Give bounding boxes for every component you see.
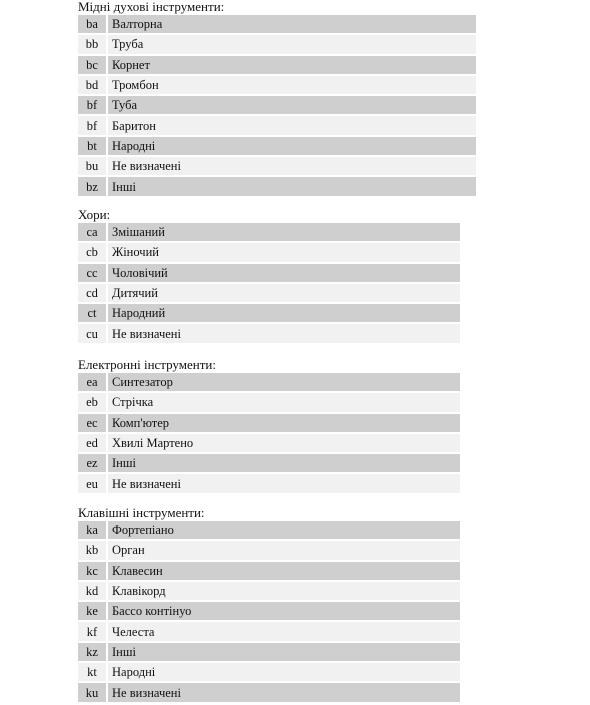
label-cell: Валторна [108, 15, 476, 33]
code-cell: kt [78, 663, 108, 681]
label-cell: Клавікорд [108, 582, 460, 600]
code-cell: ka [78, 521, 108, 539]
section-title: Електронні інструменти: [78, 357, 216, 372]
code-table-body [78, 15, 476, 196]
label-cell: Стрічка [108, 393, 460, 411]
table-row [78, 284, 460, 302]
code-cell: cb [78, 243, 108, 261]
table-row [78, 157, 476, 175]
code-cell: ke [78, 602, 108, 620]
label-cell: Інші [108, 454, 460, 472]
table-row [78, 521, 460, 539]
table-row [78, 15, 476, 33]
label-cell: Не визначені [108, 157, 476, 175]
table-row [78, 434, 460, 452]
table-row [78, 56, 476, 74]
code-cell: bf [78, 96, 108, 114]
table-row [78, 116, 476, 134]
code-cell: ku [78, 683, 108, 701]
code-cell: kc [78, 562, 108, 580]
code-table [78, 371, 460, 495]
code-cell: ez [78, 454, 108, 472]
label-cell: Труба [108, 35, 476, 53]
label-cell: Дитячий [108, 284, 460, 302]
label-cell: Челеста [108, 622, 460, 640]
code-cell: bt [78, 137, 108, 155]
code-cell: bz [78, 177, 108, 195]
label-cell: Народні [108, 137, 476, 155]
code-table [78, 519, 460, 704]
label-cell: Народний [108, 304, 460, 322]
table-row [78, 373, 460, 391]
code-cell: ea [78, 373, 108, 391]
section-title: Мідні духові інструменти: [78, 0, 225, 14]
table-row [78, 602, 460, 620]
label-cell: Баритон [108, 116, 476, 134]
section-keyboard-instruments [78, 506, 460, 704]
table-row [78, 454, 460, 472]
section-electronic-instruments [78, 358, 460, 495]
table-row [78, 582, 460, 600]
table-row [78, 622, 460, 640]
code-cell: cd [78, 284, 108, 302]
table-row [78, 414, 460, 432]
code-cell: kb [78, 541, 108, 559]
section-title: Клавішні інструменти: [78, 505, 205, 520]
code-table-body [78, 223, 460, 343]
label-cell: Не визначені [108, 683, 460, 701]
table-row [78, 474, 460, 492]
label-cell: Тромбон [108, 76, 476, 94]
code-cell: eb [78, 393, 108, 411]
code-cell: cc [78, 264, 108, 282]
code-cell: bb [78, 35, 108, 53]
section-brass-instruments [78, 0, 476, 198]
label-cell: Змішаний [108, 223, 460, 241]
code-cell: ca [78, 223, 108, 241]
code-cell: bu [78, 157, 108, 175]
code-cell: ec [78, 414, 108, 432]
label-cell: Фортепіано [108, 521, 460, 539]
table-row [78, 96, 476, 114]
label-cell: Клавесин [108, 562, 460, 580]
table-row [78, 393, 460, 411]
label-cell: Комп'ютер [108, 414, 460, 432]
code-cell: kf [78, 622, 108, 640]
table-row [78, 243, 460, 261]
label-cell: Синтезатор [108, 373, 460, 391]
label-cell: Народні [108, 663, 460, 681]
table-row [78, 304, 460, 322]
code-cell: cu [78, 324, 108, 342]
label-cell: Інші [108, 177, 476, 195]
code-cell: bd [78, 76, 108, 94]
label-cell: Орган [108, 541, 460, 559]
label-cell: Туба [108, 96, 476, 114]
code-cell: bf [78, 116, 108, 134]
table-row [78, 324, 460, 342]
label-cell: Жіночий [108, 243, 460, 261]
table-row [78, 137, 476, 155]
label-cell: Корнет [108, 56, 476, 74]
label-cell: Не визначені [108, 324, 460, 342]
table-row [78, 683, 460, 701]
code-table-body [78, 373, 460, 493]
table-row [78, 264, 460, 282]
label-cell: Хвилі Мартено [108, 434, 460, 452]
code-cell: ct [78, 304, 108, 322]
code-table-body [78, 521, 460, 702]
label-cell: Інші [108, 643, 460, 661]
table-row [78, 177, 476, 195]
code-table [78, 13, 476, 198]
code-table [78, 221, 460, 345]
code-cell: eu [78, 474, 108, 492]
label-cell: Чоловічий [108, 264, 460, 282]
table-row [78, 562, 460, 580]
section-title: Хори: [78, 207, 111, 222]
label-cell: Бассо контінуо [108, 602, 460, 620]
section-choirs [78, 208, 460, 345]
code-cell: ba [78, 15, 108, 33]
label-cell: Не визначені [108, 474, 460, 492]
code-cell: bc [78, 56, 108, 74]
table-row [78, 76, 476, 94]
table-row [78, 223, 460, 241]
code-cell: kz [78, 643, 108, 661]
table-row [78, 643, 460, 661]
table-row [78, 35, 476, 53]
code-cell: ed [78, 434, 108, 452]
code-cell: kd [78, 582, 108, 600]
table-row [78, 541, 460, 559]
table-row [78, 663, 460, 681]
